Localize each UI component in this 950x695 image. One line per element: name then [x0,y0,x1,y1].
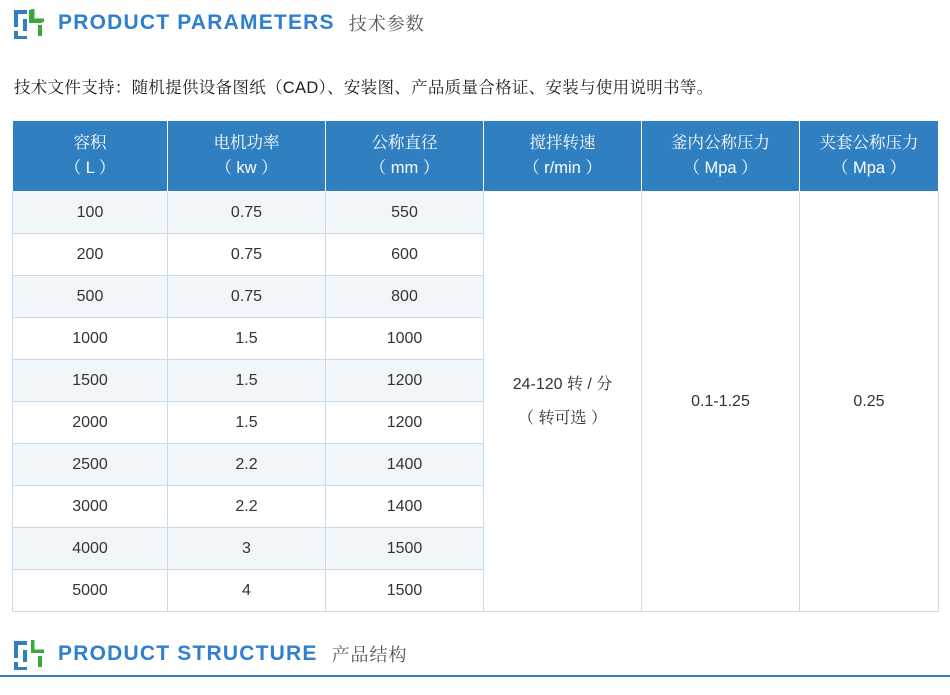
section-title-cn: 技术参数 [348,14,425,34]
column-header-jacket-pressure-line2: （ Mpa ） [831,159,907,177]
section-divider [0,675,950,677]
column-header-volume-line2: （ L ） [64,159,116,177]
column-header-speed-line1: 搅拌转速 [529,134,596,153]
cell-power: 0.75 [168,192,326,234]
section-title-en: PRODUCT PARAMETERS [58,11,335,34]
column-header-speed [484,121,642,192]
cell-volume: 4000 [13,528,168,570]
cell-speed-merged [484,192,642,612]
column-header-inner-pressure-line2: （ Mpa ） [683,159,758,177]
cell-volume: 2500 [13,444,168,486]
cell-jacket-pressure-merged: 0.25 [800,192,939,612]
cell-diameter: 600 [326,234,484,276]
cell-volume: 100 [13,192,168,234]
cell-diameter: 1500 [326,528,484,570]
table-row [13,192,939,234]
column-header-inner-pressure-line1: 釜内公称压力 [671,134,770,153]
section-title-en: PRODUCT STRUCTURE [58,642,318,665]
cell-power: 2.2 [168,444,326,486]
column-header-speed-line2: （ r/min ） [523,159,602,177]
column-header-volume [13,121,168,192]
cell-volume: 5000 [13,570,168,612]
cell-power: 1.5 [168,318,326,360]
cell-diameter: 800 [326,276,484,318]
column-header-diameter-line2: （ mm ） [369,159,440,177]
section-title-cn: 产品结构 [331,645,408,665]
cell-speed-line1: 24-120 转 / 分 [512,375,613,393]
cell-volume: 1000 [13,318,168,360]
cell-power: 1.5 [168,402,326,444]
parameters-table-wrapper [12,120,938,612]
cell-power: 0.75 [168,234,326,276]
column-header-jacket-pressure [800,121,939,192]
company-logo-icon [12,7,46,39]
intro-text: 技术文件支持：随机提供设备图纸（CAD）、安装图、产品质量合格证、安装与使用说明书等。 [14,79,714,97]
cell-power: 1.5 [168,360,326,402]
cell-diameter: 550 [326,192,484,234]
section-header-parameters [0,0,950,46]
company-logo-icon [12,638,46,670]
cell-volume: 3000 [13,486,168,528]
cell-power: 3 [168,528,326,570]
cell-diameter: 1200 [326,402,484,444]
cell-diameter: 1000 [326,318,484,360]
cell-speed-line2: （ 转可选 ） [518,409,607,427]
column-header-volume-line1: 容积 [73,134,107,153]
column-header-diameter-line1: 公称直径 [371,134,438,153]
cell-volume: 2000 [13,402,168,444]
cell-power: 0.75 [168,276,326,318]
cell-volume: 200 [13,234,168,276]
column-header-diameter [326,121,484,192]
parameters-table [12,120,939,612]
cell-inner-pressure-merged: 0.1-1.25 [642,192,800,612]
cell-diameter: 1400 [326,444,484,486]
cell-power: 4 [168,570,326,612]
column-header-inner-pressure [642,121,800,192]
cell-volume: 1500 [13,360,168,402]
section-header-structure [0,631,950,677]
column-header-power [168,121,326,192]
cell-power: 2.2 [168,486,326,528]
cell-diameter: 1500 [326,570,484,612]
cell-diameter: 1400 [326,486,484,528]
table-header-row [13,121,939,192]
cell-diameter: 1200 [326,360,484,402]
column-header-jacket-pressure-line1: 夹套公称压力 [819,134,919,153]
cell-volume: 500 [13,276,168,318]
column-header-power-line1: 电机功率 [213,134,280,153]
column-header-power-line2: （ kw ） [215,159,278,177]
